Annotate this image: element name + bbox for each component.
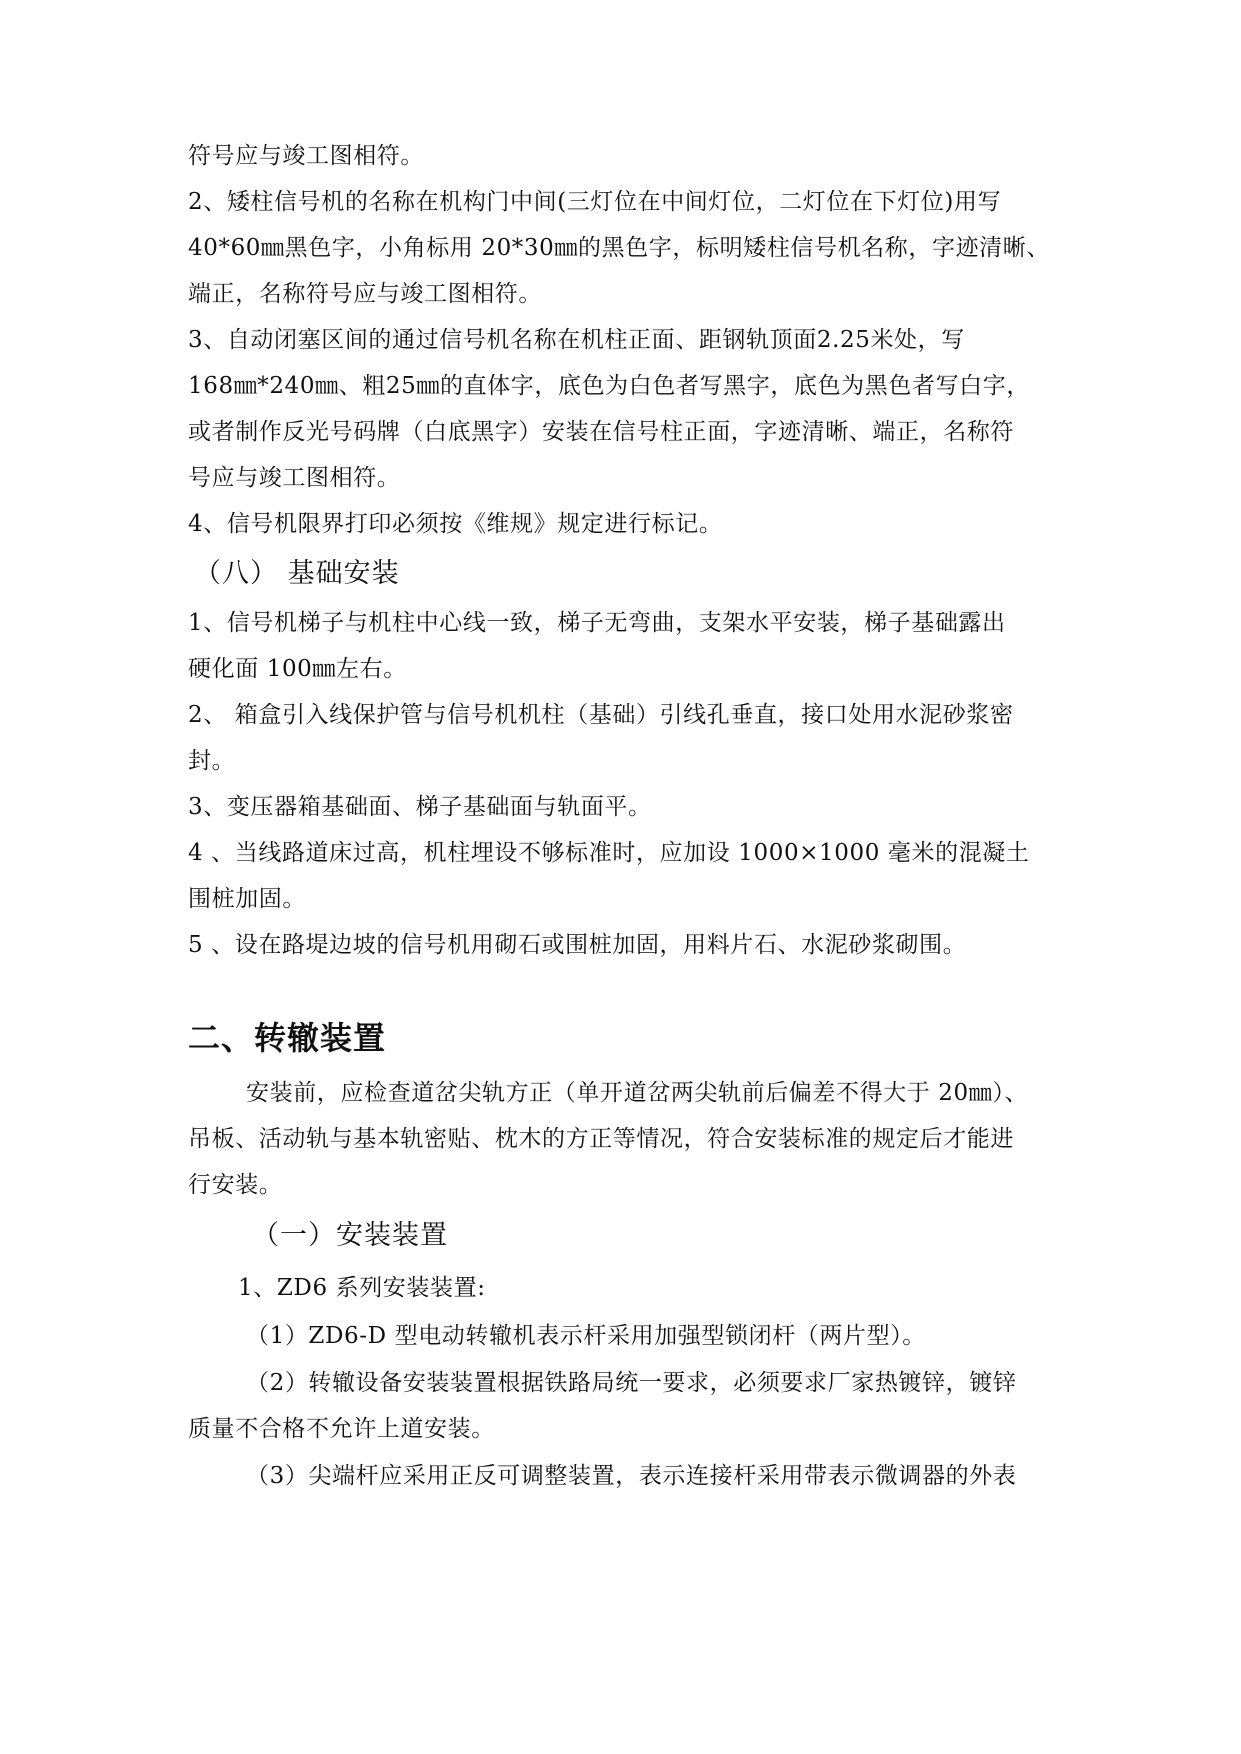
paragraph-line: 4 、当线路道床过高，机柱埋设不够标准时，应加设 1000×1000 毫米的混凝土 (188, 840, 1030, 866)
paragraph-line: 封。 (188, 748, 236, 774)
paragraph-line: 安装前，应检查道岔尖轨方正（单开道岔两尖轨前后偏差不得大于 20㎜）、 (246, 1080, 1029, 1106)
paragraph-line: （2）转辙设备安装装置根据铁路局统一要求，必须要求厂家热镀锌，镀锌 (246, 1370, 1017, 1396)
paragraph-line: 吊板、活动轨与基本轨密贴、枕木的方正等情况，符合安装标准的规定后才能进 (188, 1126, 1014, 1152)
paragraph-line: 5 、设在路堤边坡的信号机用砌石或围桩加固，用料片石、水泥砂浆砌围。 (188, 932, 967, 958)
section-heading: （八） 基础安装 (194, 558, 400, 589)
paragraph-line: 3、变压器箱基础面、梯子基础面与轨面平。 (188, 794, 652, 820)
paragraph-line: 质量不合格不允许上道安装。 (188, 1416, 495, 1442)
paragraph-line: 2、矮柱信号机的名称在机构门中间(三灯位在中间灯位，二灯位在下灯位)用写 (188, 189, 1002, 215)
paragraph-line: 符号应与竣工图相符。 (188, 143, 424, 169)
paragraph-line: 3、自动闭塞区间的通过信号机名称在机柱正面、距钢轨顶面2.25米处，写 (188, 327, 965, 353)
paragraph-line: 40*60㎜黑色字，小角标用 20*30㎜的黑色字，标明矮柱信号机名称，字迹清晰、 (188, 235, 1050, 261)
paragraph-line: （3）尖端杆应采用正反可调整装置，表示连接杆采用带表示微调器的外表 (246, 1463, 1017, 1489)
paragraph-line: 号应与竣工图相符。 (188, 465, 401, 491)
paragraph-line: 168㎜*240㎜、粗25㎜的直体字，底色为白色者写黑字，底色为黑色者写白字， (188, 373, 1030, 399)
paragraph-line: 或者制作反光号码牌（白底黑字）安装在信号柱正面，字迹清晰、端正，名称符 (188, 419, 1014, 445)
paragraph-line: 围桩加固。 (188, 886, 306, 912)
paragraph-line: 行安装。 (188, 1172, 283, 1198)
paragraph-line: 4、信号机限界打印必须按《维规》规定进行标记。 (188, 511, 723, 537)
chapter-heading: 二、转辙装置 (188, 1019, 387, 1057)
paragraph-line: 1、ZD6 系列安装装置: (238, 1275, 486, 1301)
paragraph-line: 1、信号机梯子与机柱中心线一致，梯子无弯曲，支架水平安装，梯子基础露出 (188, 610, 1006, 636)
paragraph-line: 硬化面 100㎜左右。 (188, 656, 407, 682)
paragraph-line: 端正，名称符号应与竣工图相符。 (188, 281, 542, 307)
paragraph-line: （1）ZD6-D 型电动转辙机表示杆采用加强型锁闭杆（两片型）。 (246, 1323, 926, 1349)
subsection-heading: （一）安装装置 (252, 1220, 448, 1251)
paragraph-line: 2、 箱盒引入线保护管与信号机机柱（基础）引线孔垂直，接口处用水泥砂浆密 (188, 702, 1014, 728)
